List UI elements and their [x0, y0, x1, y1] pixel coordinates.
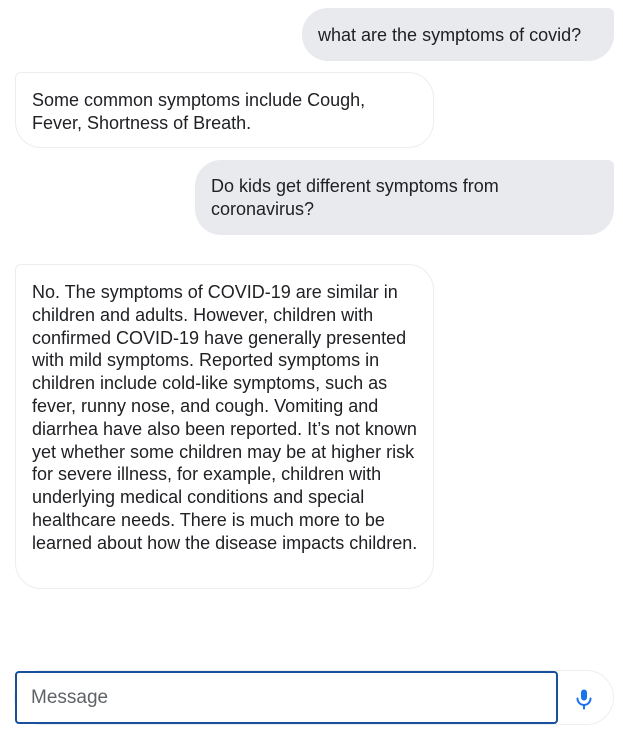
mic-button[interactable] [566, 681, 602, 717]
message-input-container[interactable] [15, 671, 558, 724]
user-message: what are the symptoms of covid? [302, 8, 614, 61]
bot-message: No. The symptoms of COVID-19 are similar in children and adults. However, children with confirmed COVID-19 have generally presented with mild symptoms. Reported symptoms in children include cold-like symptoms, such as fever, runny nose, and cough. Vomiting and diarrhea have also been reported. It’s not known yet whether some children may be at higher risk for severe illness, for example, children with underlying medical conditions and special healthcare needs. There is much more to be learned about how the disease impacts children. [15, 264, 434, 589]
message-input[interactable] [31, 684, 536, 712]
message-composer [0, 660, 623, 737]
user-message: Do kids get different symptoms from coronavirus? [195, 160, 614, 235]
bot-message: Some common symptoms include Cough, Fever, Shortness of Breath. [15, 72, 434, 148]
mic-icon [572, 687, 596, 711]
